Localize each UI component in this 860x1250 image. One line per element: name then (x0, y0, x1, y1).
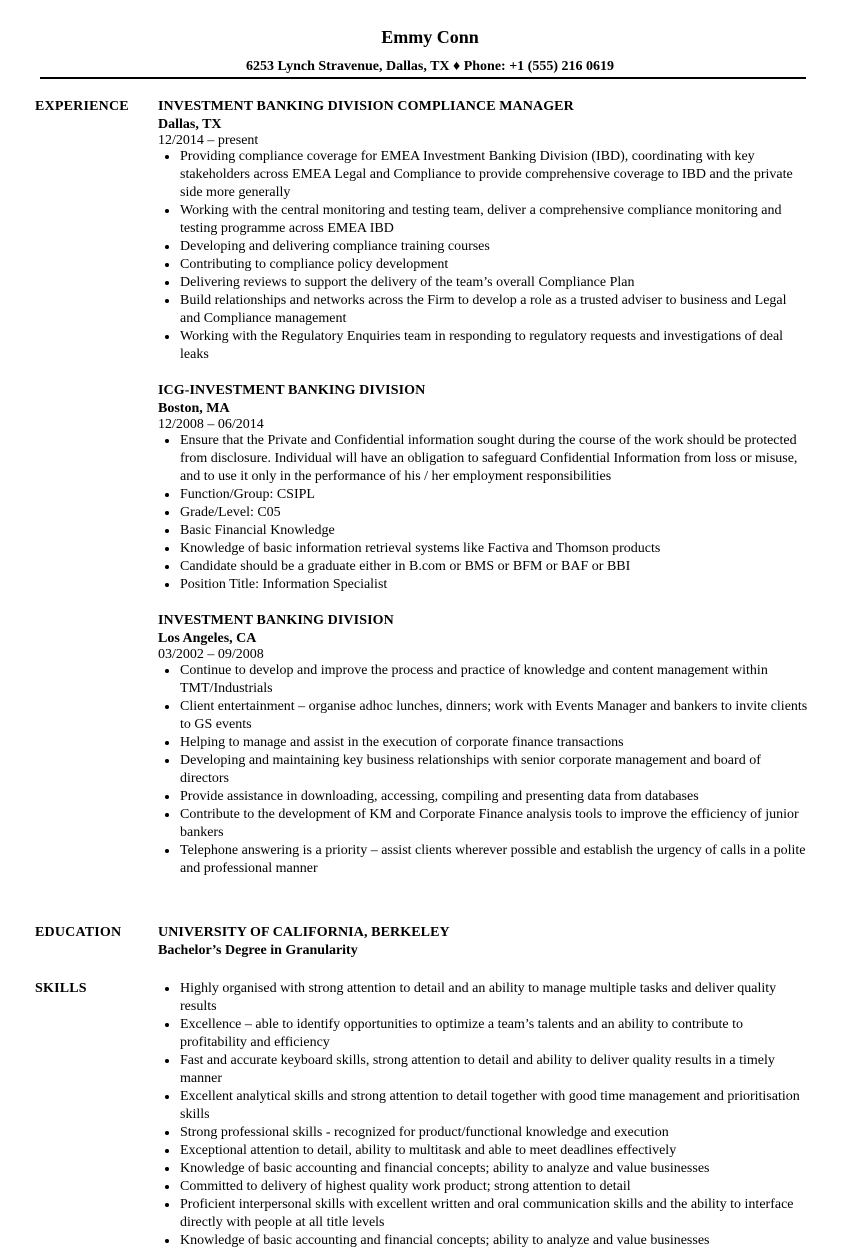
candidate-name: Emmy Conn (381, 27, 479, 47)
bullet-item: Contribute to the development of KM and Corporate Finance analysis tools to improve the efficiency of junior bankers (180, 806, 808, 842)
bullet-item: Grade/Level: C05 (180, 504, 808, 522)
job-entry (158, 612, 808, 878)
bullet-item: Position Title: Information Specialist (180, 576, 808, 594)
section-label-skills: SKILLS (35, 981, 87, 996)
bullet-item: Providing compliance coverage for EMEA Investment Banking Division (IBD), coordinating with key stakeholders across EMEA Legal and Compliance to provide comprehensive coverage to IBD and the private side more generally (180, 148, 808, 202)
school-name: UNIVERSITY OF CALIFORNIA, BERKELEY (158, 925, 450, 940)
skills-list-wrap (158, 980, 808, 1250)
bullet-item: Telephone answering is a priority – assist clients wherever possible and establish the urgency of calls in a polite and professional manner (180, 842, 808, 878)
bullet-item: Candidate should be a graduate either in B.com or BMS or BFM or BAF or BBI (180, 558, 808, 576)
bullet-item: Function/Group: CSIPL (180, 486, 808, 504)
job-title: INVESTMENT BANKING DIVISION (158, 613, 394, 628)
experience-list (158, 98, 808, 896)
skill-item: Excellent analytical skills and strong attention to detail together with good time management and prioritisation skills (180, 1088, 808, 1124)
skill-item: Knowledge of basic accounting and financial concepts; ability to analyze and value businesses (180, 1160, 808, 1178)
skill-item: Fast and accurate keyboard skills, strong attention to detail and ability to deliver quality results in a timely manner (180, 1052, 808, 1088)
skill-item: Committed to delivery of highest quality work product; strong attention to detail (180, 1178, 808, 1196)
job-entry (158, 382, 808, 594)
contact-line: 6253 Lynch Stravenue, Dallas, TX ♦ Phone: +1 (555) 216 0619 (246, 59, 614, 74)
degree-name: Bachelor’s Degree in Granularity (158, 943, 358, 958)
bullet-item: Developing and delivering compliance training courses (180, 238, 808, 256)
job-location: Dallas, TX (158, 117, 222, 132)
job-bullets (158, 148, 808, 364)
bullet-item: Build relationships and networks across the Firm to develop a role as a trusted adviser to business and Legal and Compliance management (180, 292, 808, 328)
bullet-item: Basic Financial Knowledge (180, 522, 808, 540)
bullet-item: Working with the central monitoring and testing team, deliver a comprehensive compliance monitoring and testing programme across EMEA IBD (180, 202, 808, 238)
job-location: Boston, MA (158, 401, 230, 416)
bullet-item: Provide assistance in downloading, accessing, compiling and presenting data from databases (180, 788, 808, 806)
job-entry (158, 98, 808, 364)
section-label-experience: EXPERIENCE (35, 99, 129, 114)
resume-header (0, 0, 860, 76)
job-bullets (158, 662, 808, 878)
job-dates: 03/2002 – 09/2008 (158, 647, 264, 662)
skill-item: Strong professional skills - recognized for product/functional knowledge and execution (180, 1124, 808, 1142)
skill-item: Exceptional attention to detail, ability to multitask and able to meet deadlines effectively (180, 1142, 808, 1160)
job-dates: 12/2008 – 06/2014 (158, 417, 264, 432)
job-bullets (158, 432, 808, 594)
job-dates: 12/2014 – present (158, 133, 259, 148)
bullet-item: Knowledge of basic information retrieval systems like Factiva and Thomson products (180, 540, 808, 558)
skill-item: Proficient interpersonal skills with excellent written and oral communication skills and the ability to interface directly with people at all title levels (180, 1196, 808, 1232)
section-label-education: EDUCATION (35, 925, 122, 940)
bullet-item: Delivering reviews to support the delivery of the team’s overall Compliance Plan (180, 274, 808, 292)
header-divider (40, 77, 806, 79)
bullet-item: Developing and maintaining key business relationships with senior corporate management and board of directors (180, 752, 808, 788)
bullet-item: Ensure that the Private and Confidential information sought during the course of the work should be protected from disclosure. Individual will have an obligation to safeguard Confidential Information from loss or misuse, and to use it only in the performance of his / her employment responsibilities (180, 432, 808, 486)
bullet-item: Contributing to compliance policy development (180, 256, 808, 274)
bullet-item: Client entertainment – organise adhoc lunches, dinners; work with Events Manager and bankers to invite clients to GS events (180, 699, 808, 732)
job-location: Los Angeles, CA (158, 631, 257, 646)
skill-item: Highly organised with strong attention to detail and an ability to manage multiple tasks and deliver quality results (180, 980, 808, 1016)
bullet-item: Working with the Regulatory Enquiries team in responding to regulatory requests and investigations of deal leaks (180, 328, 808, 364)
job-title: ICG-INVESTMENT BANKING DIVISION (158, 383, 426, 398)
education-entry (158, 924, 808, 960)
skill-item: Knowledge of basic accounting and financial concepts; ability to analyze and value businesses (180, 1232, 808, 1250)
skills-list (158, 980, 808, 1250)
bullet-item: Continue to develop and improve the process and practice of knowledge and content management within TMT/Industrials (180, 662, 808, 698)
job-title: INVESTMENT BANKING DIVISION COMPLIANCE MANAGER (158, 99, 574, 114)
bullet-item: Helping to manage and assist in the execution of corporate finance transactions (180, 734, 808, 752)
skill-item: Excellence – able to identify opportunities to optimize a team’s talents and an ability to contribute to profitability and efficiency (180, 1016, 808, 1052)
